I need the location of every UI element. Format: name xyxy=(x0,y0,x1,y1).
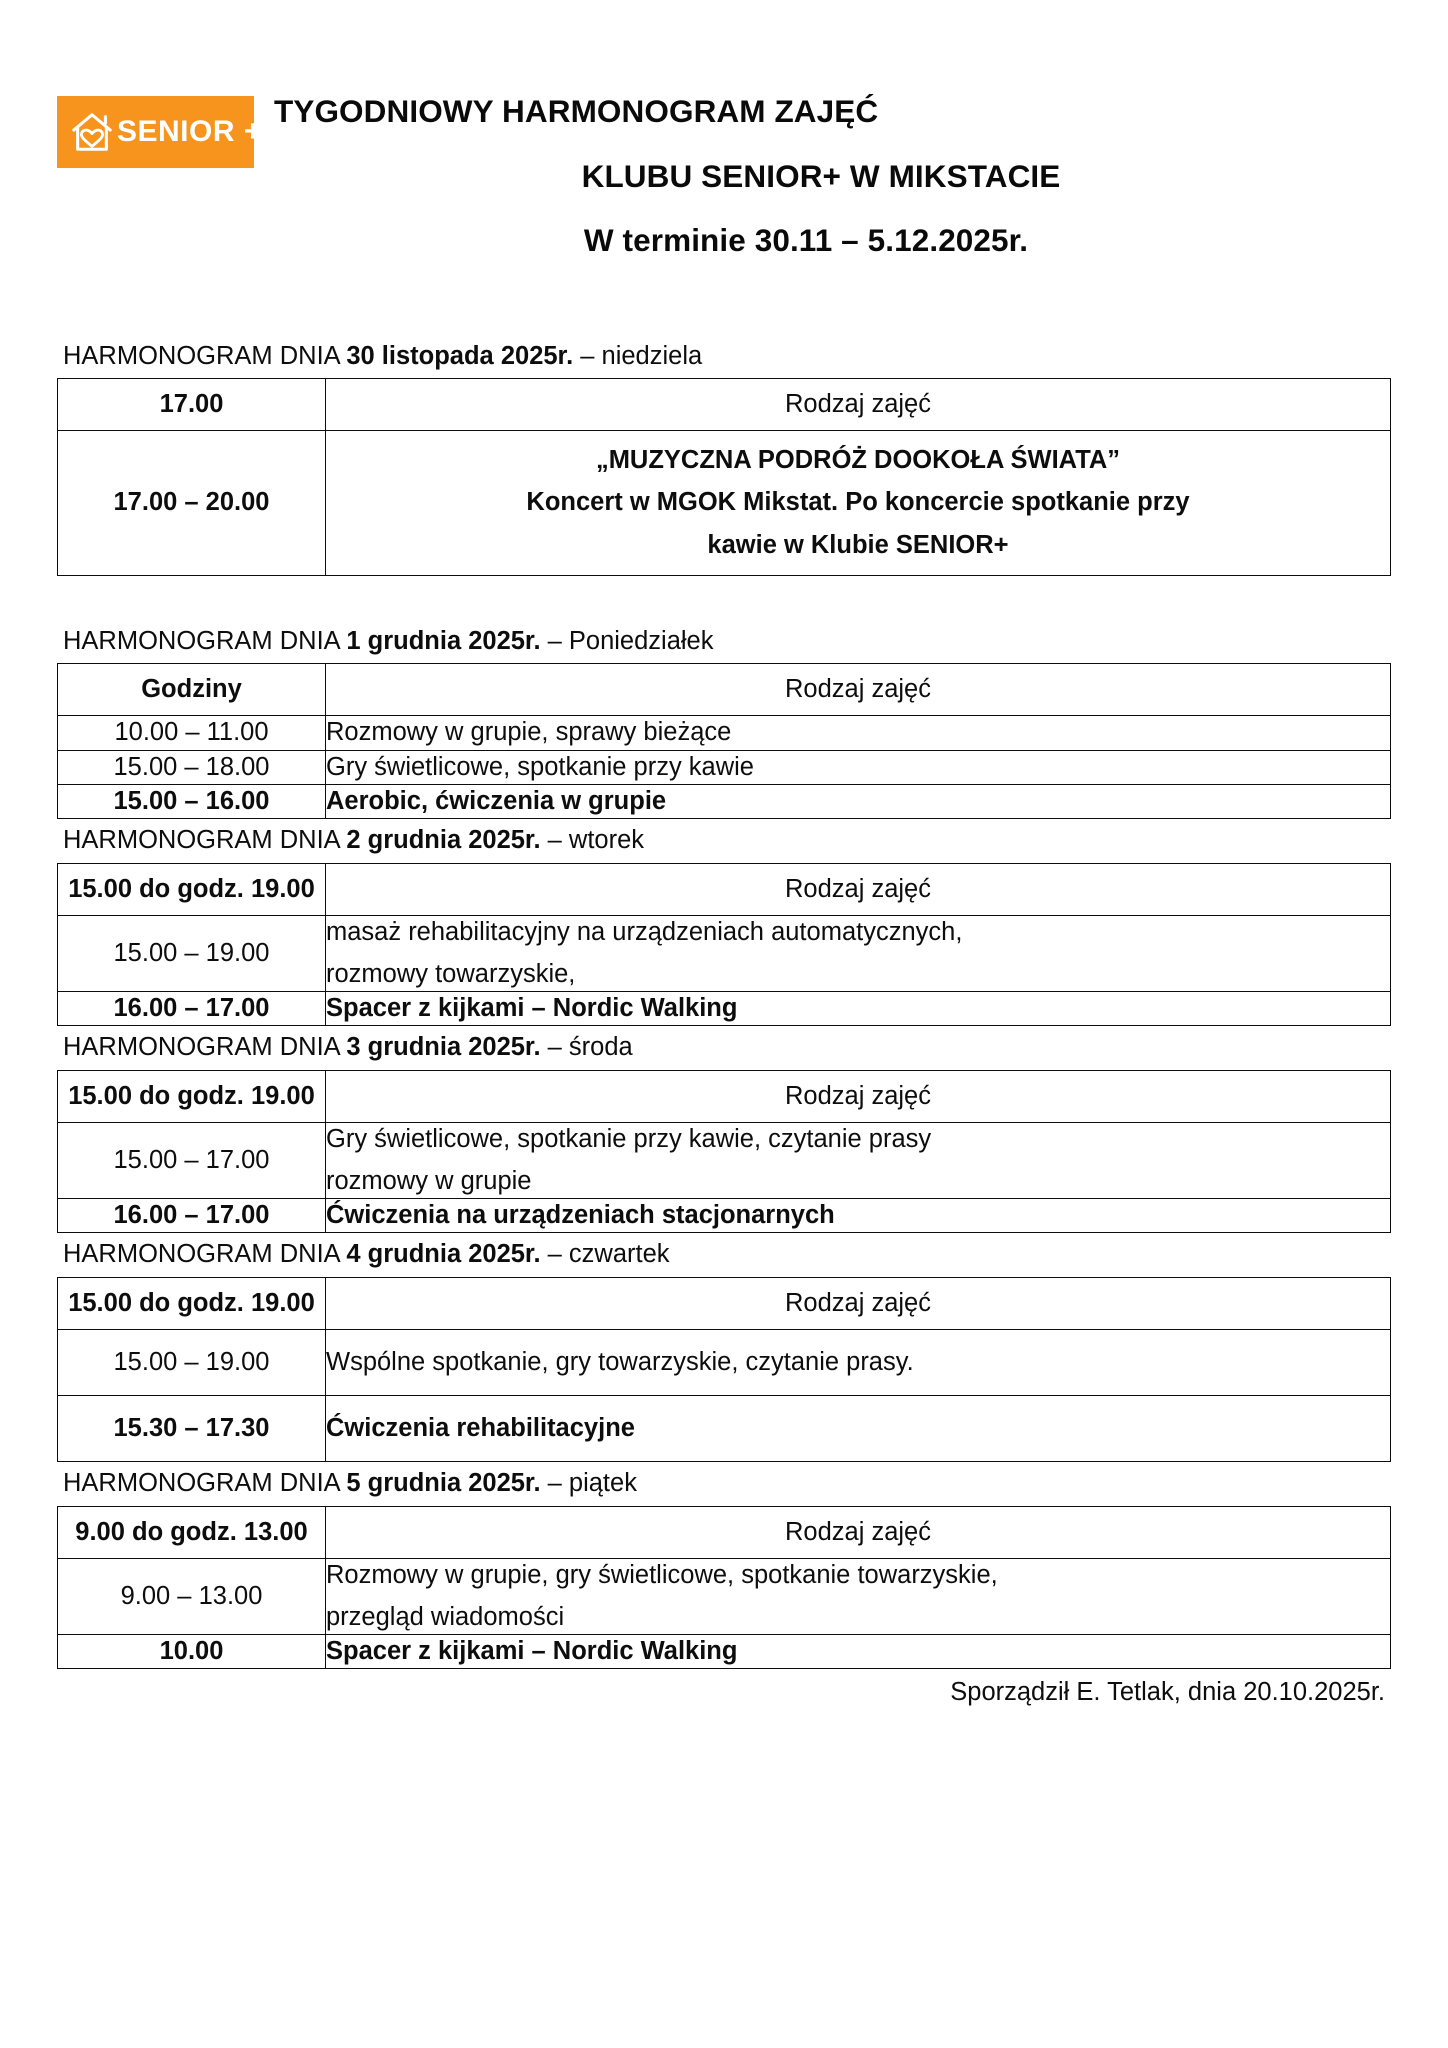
schedule-table-sunday xyxy=(57,378,1391,576)
day-heading-monday xyxy=(57,620,1391,664)
row-time: 17.00 – 20.00 xyxy=(58,431,326,575)
column-header-time: Godziny xyxy=(58,664,326,716)
activity-line: przegląd wiadomości xyxy=(326,1603,565,1632)
row-time: 10.00 xyxy=(58,1635,326,1669)
activity-line: Rozmowy w grupie, gry świetlicowe, spotkanie towarzyskie, xyxy=(326,1561,998,1590)
senior-plus-logo xyxy=(57,96,262,168)
title-line-2: KLUBU SENIOR+ W MIKSTACIE xyxy=(581,157,1061,194)
activity-line: „MUZYCZNA PODRÓŻ DOOKOŁA ŚWIATA” xyxy=(595,446,1121,475)
row-time: 9.00 – 13.00 xyxy=(58,1559,326,1635)
column-header-time: 15.00 do godz. 19.00 xyxy=(58,1070,326,1122)
activity-line: rozmowy towarzyskie, xyxy=(326,959,576,988)
day-heading-suffix: – niedziela xyxy=(573,341,703,370)
table-row xyxy=(58,1396,1391,1462)
day-section-friday xyxy=(57,1462,1391,1669)
day-heading-date: 3 grudnia 2025r. xyxy=(346,1033,541,1062)
table-row xyxy=(58,1199,1391,1233)
day-section-sunday xyxy=(57,335,1391,576)
row-activity: Ćwiczenia na urządzeniach stacjonarnych xyxy=(326,1199,1391,1233)
row-activity xyxy=(326,1122,1391,1198)
row-activity: Spacer z kijkami – Nordic Walking xyxy=(326,991,1391,1025)
day-heading-prefix: HARMONOGRAM DNIA xyxy=(63,1240,347,1269)
table-row xyxy=(58,915,1391,991)
table-row xyxy=(58,750,1391,784)
day-heading-tuesday xyxy=(57,819,1391,863)
table-row xyxy=(58,991,1391,1025)
table-header-row xyxy=(58,863,1391,915)
day-section-tuesday xyxy=(57,819,1391,1026)
document-header xyxy=(0,0,1448,257)
day-heading-suffix: – Poniedziałek xyxy=(540,626,714,655)
schedule-table-tuesday xyxy=(57,863,1391,1027)
day-heading-wednesday xyxy=(57,1026,1391,1070)
activity-line: Gry świetlicowe, spotkanie przy kawie, czytanie prasy xyxy=(326,1124,932,1153)
row-time: 15.00 – 16.00 xyxy=(58,784,326,818)
row-activity: Aerobic, ćwiczenia w grupie xyxy=(326,784,1391,818)
activity-line: kawie w Klubie SENIOR+ xyxy=(707,530,1009,559)
row-time: 15.00 – 19.00 xyxy=(58,1330,326,1396)
title-line-1: TYGODNIOWY HARMONOGRAM ZAJĘĆ xyxy=(274,93,879,129)
column-header-activity: Rodzaj zajęć xyxy=(326,1070,1391,1122)
row-activity xyxy=(326,431,1391,575)
row-activity: Wspólne spotkanie, gry towarzyskie, czytanie prasy. xyxy=(326,1330,1391,1396)
table-header-row xyxy=(58,664,1391,716)
schedule-sections xyxy=(57,257,1391,1708)
column-header-time: 17.00 xyxy=(58,379,326,431)
day-heading-friday xyxy=(57,1462,1391,1506)
day-heading-date: 4 grudnia 2025r. xyxy=(346,1240,541,1269)
activity-line: Koncert w MGOK Mikstat. Po koncercie spotkanie przy xyxy=(526,488,1190,517)
day-heading-suffix: – czwartek xyxy=(540,1240,670,1269)
table-row xyxy=(58,1330,1391,1396)
section-gap xyxy=(57,576,1391,620)
row-activity: Rozmowy w grupie, sprawy bieżące xyxy=(326,716,1391,750)
column-header-activity: Rodzaj zajęć xyxy=(326,1277,1391,1329)
table-header-row xyxy=(58,1277,1391,1329)
table-row xyxy=(58,1635,1391,1669)
table-header-row xyxy=(58,1070,1391,1122)
day-heading-date: 5 grudnia 2025r. xyxy=(346,1469,541,1498)
day-heading-prefix: HARMONOGRAM DNIA xyxy=(63,341,347,370)
day-section-thursday xyxy=(57,1233,1391,1462)
document-title-block xyxy=(274,93,1448,258)
day-heading-thursday xyxy=(57,1233,1391,1277)
row-time: 16.00 – 17.00 xyxy=(58,1199,326,1233)
row-activity: Gry świetlicowe, spotkanie przy kawie xyxy=(326,750,1391,784)
column-header-time: 15.00 do godz. 19.00 xyxy=(58,863,326,915)
table-row xyxy=(58,784,1391,818)
logo-text: SENIOR + xyxy=(117,115,262,148)
day-heading-suffix: – wtorek xyxy=(540,825,645,854)
column-header-activity: Rodzaj zajęć xyxy=(326,379,1391,431)
day-heading-suffix: – środa xyxy=(540,1033,633,1062)
day-heading-prefix: HARMONOGRAM DNIA xyxy=(63,1469,347,1498)
row-activity: Ćwiczenia rehabilitacyjne xyxy=(326,1396,1391,1462)
row-time: 15.00 – 19.00 xyxy=(58,915,326,991)
day-heading-prefix: HARMONOGRAM DNIA xyxy=(63,626,347,655)
column-header-activity: Rodzaj zajęć xyxy=(326,863,1391,915)
column-header-time: 15.00 do godz. 19.00 xyxy=(58,1277,326,1329)
row-activity: Spacer z kijkami – Nordic Walking xyxy=(326,1635,1391,1669)
day-heading-prefix: HARMONOGRAM DNIA xyxy=(63,1033,347,1062)
day-heading-sunday xyxy=(57,335,1391,379)
schedule-table-monday xyxy=(57,663,1391,819)
row-activity xyxy=(326,915,1391,991)
table-row xyxy=(58,1559,1391,1635)
row-time: 15.00 – 18.00 xyxy=(58,750,326,784)
table-header-row xyxy=(58,379,1391,431)
schedule-table-wednesday xyxy=(57,1070,1391,1234)
title-line-3: W terminie 30.11 – 5.12.2025r. xyxy=(583,222,1029,258)
schedule-table-thursday xyxy=(57,1277,1391,1462)
day-section-wednesday xyxy=(57,1026,1391,1233)
document-footer-note: Sporządził E. Tetlak, dnia 20.10.2025r. xyxy=(950,1678,1385,1707)
column-header-activity: Rodzaj zajęć xyxy=(326,1506,1391,1558)
table-row xyxy=(58,1122,1391,1198)
row-time: 15.30 – 17.30 xyxy=(58,1396,326,1462)
day-section-monday xyxy=(57,620,1391,819)
house-heart-icon xyxy=(69,109,115,155)
day-heading-date: 1 grudnia 2025r. xyxy=(346,626,541,655)
activity-line: rozmowy w grupie xyxy=(326,1166,532,1195)
day-heading-date: 30 listopada 2025r. xyxy=(346,341,574,370)
day-heading-suffix: – piątek xyxy=(540,1469,637,1498)
day-heading-prefix: HARMONOGRAM DNIA xyxy=(63,825,347,854)
schedule-table-friday xyxy=(57,1506,1391,1670)
row-time: 10.00 – 11.00 xyxy=(58,716,326,750)
table-header-row xyxy=(58,1506,1391,1558)
row-time: 15.00 – 17.00 xyxy=(58,1122,326,1198)
activity-line: masaż rehabilitacyjny na urządzeniach automatycznych, xyxy=(326,917,963,946)
table-row xyxy=(58,431,1391,575)
table-row xyxy=(58,716,1391,750)
row-activity xyxy=(326,1559,1391,1635)
column-header-time: 9.00 do godz. 13.00 xyxy=(58,1506,326,1558)
day-heading-date: 2 grudnia 2025r. xyxy=(346,825,541,854)
column-header-activity: Rodzaj zajęć xyxy=(326,664,1391,716)
row-time: 16.00 – 17.00 xyxy=(58,991,326,1025)
